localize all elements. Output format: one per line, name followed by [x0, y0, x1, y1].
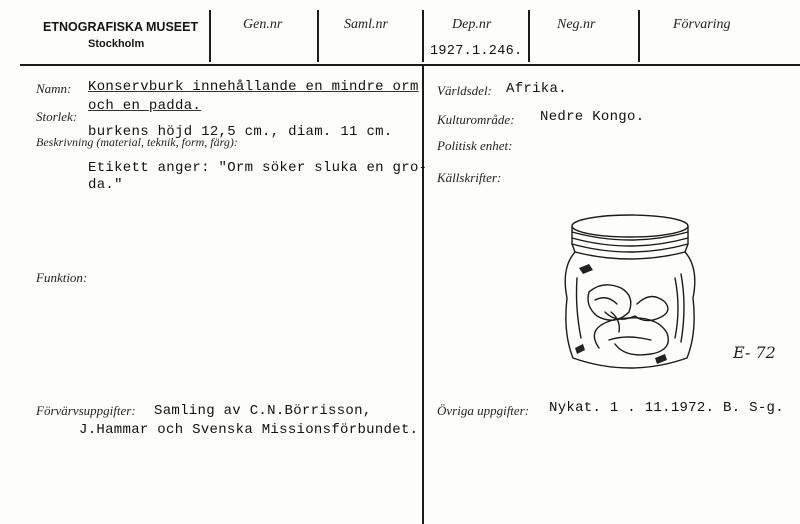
kallskrifter-label: Källskrifter:	[437, 170, 502, 185]
museum-name: ETNOGRAFISKA MUSEET	[43, 20, 199, 34]
politisk-enhet-label: Politisk enhet:	[437, 138, 513, 153]
sketch-annotation: E- 72	[733, 343, 776, 362]
neg-nr-label: Neg.nr	[557, 17, 596, 32]
namn-label: Namn:	[36, 81, 72, 96]
gen-nr-label: Gen.nr	[243, 17, 283, 32]
header-divider-1	[209, 10, 211, 62]
namn-value-line2: och en padda.	[88, 98, 202, 114]
kulturomrade-value: Nedre Kongo.	[540, 109, 645, 125]
center-divider	[422, 64, 424, 524]
ovriga-value: Nykat. 1 . 11.1972. B. S-g.	[549, 400, 784, 416]
dep-nr-value: 1927.1.246.	[430, 44, 523, 59]
varldsdel-label: Världsdel:	[437, 83, 492, 98]
header-divider-3	[422, 10, 424, 62]
dep-nr-label: Dep.nr	[452, 17, 492, 32]
funktion-label: Funktion:	[36, 270, 88, 285]
storlek-label: Storlek:	[36, 109, 78, 124]
header-bottom-rule	[20, 64, 800, 66]
jar-sketch-icon	[555, 208, 705, 378]
museum-city: Stockholm	[88, 38, 145, 50]
ovriga-label: Övriga uppgifter:	[437, 403, 530, 418]
forvarv-line1: Samling av C.N.Börrisson,	[154, 403, 372, 419]
forvarv-label: Förvärvsuppgifter:	[36, 403, 136, 418]
saml-nr-label: Saml.nr	[344, 17, 388, 32]
forvaring-label: Förvaring	[673, 17, 731, 32]
namn-value-line1: Konservburk innehållande en mindre orm	[88, 79, 419, 95]
forvarv-line2: J.Hammar och Svenska Missionsförbundet.	[79, 422, 419, 438]
header-divider-2	[317, 10, 319, 62]
header-divider-5	[638, 10, 640, 62]
beskrivning-line2: da."	[88, 177, 123, 193]
header-divider-4	[528, 10, 530, 62]
beskrivning-line1: Etikett anger: "Orm söker sluka en gro-	[88, 160, 428, 176]
kulturomrade-label: Kulturområde:	[437, 112, 515, 127]
storlek-value: burkens höjd 12,5 cm., diam. 11 cm.	[88, 124, 393, 140]
beskrivning-label: Beskrivning (material, teknik, form, färg):	[36, 135, 238, 149]
varldsdel-value: Afrika.	[506, 81, 567, 97]
